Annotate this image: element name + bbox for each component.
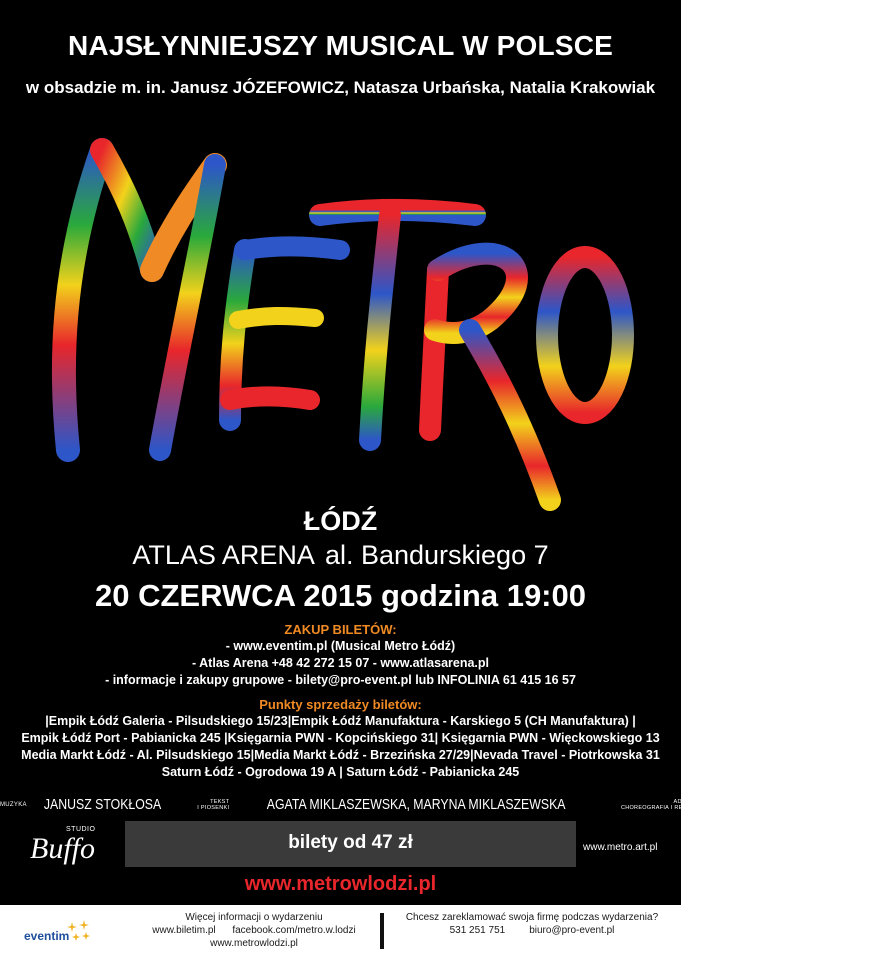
eventim-wordmark: eventim (24, 929, 70, 943)
venue-address: al. Bandurskiego 7 (324, 540, 549, 570)
points-line: Saturn Łódź - Ogrodowa 19 A | Saturn Łódź - Pabianicka 245 (161, 765, 520, 779)
studio-name: Buffo (30, 832, 95, 865)
tickets-heading: ZAKUP BILETÓW: (284, 622, 397, 637)
cast-line: w obsadzie m. in. Janusz JÓZEFOWICZ, Natasza Urbańska, Natalia Krakowiak (25, 78, 656, 97)
event-city: ŁÓDŹ (303, 506, 378, 536)
sparkle-icon (64, 920, 94, 944)
studio-prefix: STUDIO (66, 826, 96, 833)
text-label (197, 799, 229, 811)
ticket-line[interactable]: - www.eventim.pl (Musical Metro Łódź) (225, 639, 456, 653)
credits (0, 796, 859, 814)
footer-divider (380, 913, 384, 949)
adapt-label-1: ADAPTACJA (673, 798, 709, 805)
ticket-line[interactable]: - informacje i zakupy grupowe - bilety@pro-event.pl lub INFOLINIA 61 415 16 57 (105, 673, 576, 687)
metro-logo (30, 120, 660, 520)
footer (0, 905, 681, 960)
main-url-link[interactable]: www.metrowlodzi.pl (244, 873, 437, 895)
text-label-1: TEKST (210, 798, 230, 805)
venue-name: ATLAS ARENA (132, 540, 315, 570)
tickets-list (0, 638, 681, 689)
metro-site-link[interactable]: www.metro.art.pl (583, 842, 658, 853)
points-list (0, 713, 681, 781)
points-line: Media Markt Łódź - Al. Pilsudskiego 15|Media Markt Łódź - Brzezińska 27/29|Nevada Travel - Piotrkowska 31 (21, 748, 660, 762)
advertise-email[interactable]: biuro@pro-event.pl (529, 925, 615, 936)
points-line: Empik Łódź Port - Pabianicka 245 |Księgarnia PWN - Kopcińskiego 31| Księgarnia PWN - Więckowskiego 13 (21, 731, 660, 745)
info-heading: Więcej informacji o wydarzeniu (185, 912, 323, 923)
adapt-name: JANUSZ JÓZEFOWICZ (727, 796, 859, 814)
headline: NAJSŁYNNIEJSZY MUSICAL W POLSCE (67, 30, 614, 61)
points-heading: Punkty sprzedaży biletów: (259, 697, 422, 712)
music-label: MUZYKA (0, 801, 27, 808)
points-line: |Empik Łódź Galeria - Pilsudskiego 15/23|Empik Łódź Manufaktura - Karskiego 5 (CH Manufaktura) | (45, 714, 636, 728)
ticket-line[interactable]: - Atlas Arena +48 42 272 15 07 - www.atlasarena.pl (191, 656, 490, 670)
event-info (124, 911, 384, 950)
event-date: 20 CZERWCA 2015 godzina 19:00 (95, 578, 586, 613)
advertise-heading: Chcesz zareklamować swoja firmę podczas wydarzenia? (405, 912, 659, 923)
text-label-2: I PIOSENKI (197, 804, 230, 811)
adapt-label (621, 799, 708, 811)
eventim-logo (24, 918, 94, 946)
biletim-link[interactable]: www.biletim.pl (152, 925, 216, 936)
facebook-link[interactable]: facebook.com/metro.w.lodzi (232, 925, 356, 936)
price-text: bilety od 47 zł (288, 832, 413, 853)
adapt-label-2: CHOREOGRAFIA I REŻYSERIA (620, 804, 709, 811)
music-name: JANUSZ STOKŁOSA (44, 796, 162, 814)
text-names: AGATA MIKLASZEWSKA, MARYNA MIKLASZEWSKA (266, 796, 566, 814)
advertise-info (392, 911, 672, 937)
metrowlodzi-link[interactable]: www.metrowlodzi.pl (210, 938, 298, 949)
event-venue (0, 540, 681, 571)
advertise-phone[interactable]: 531 251 751 (449, 925, 506, 936)
